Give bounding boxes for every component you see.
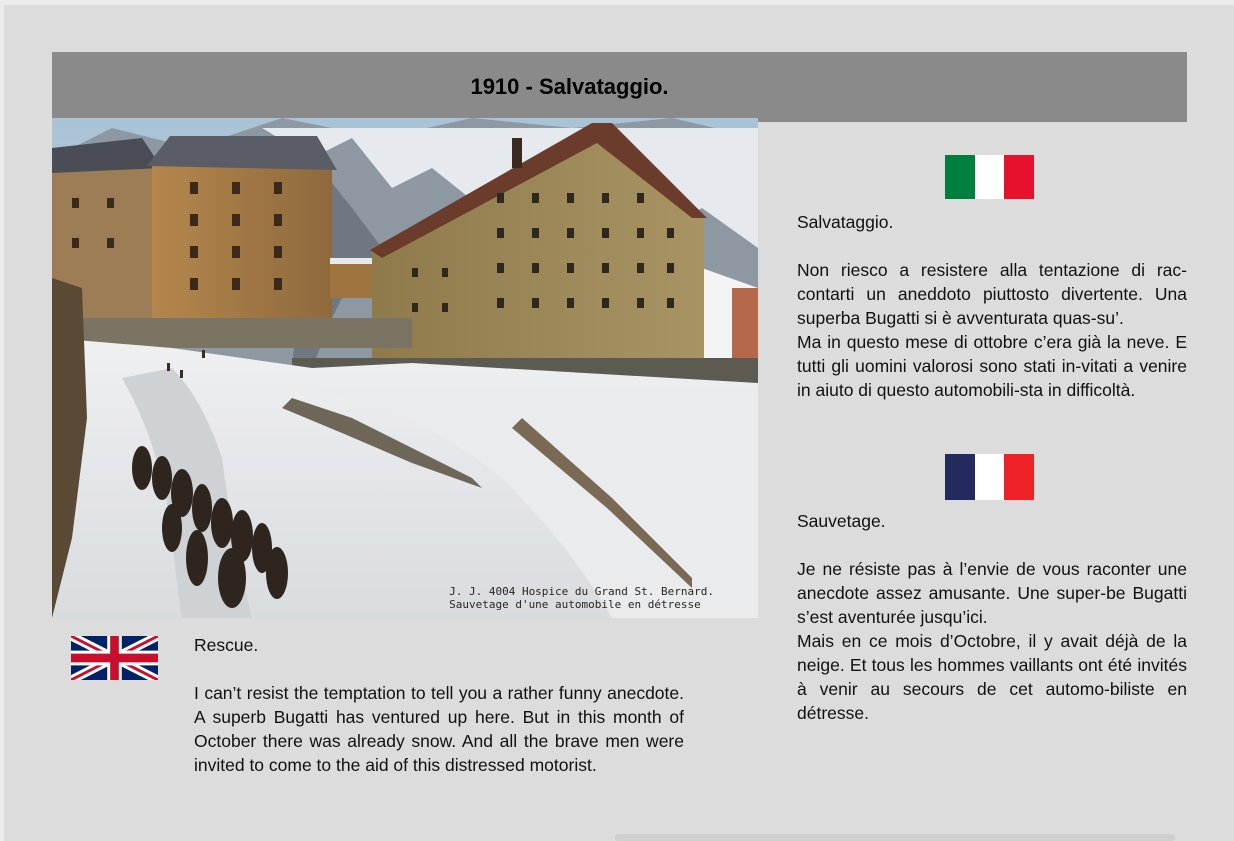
horizontal-scrollbar[interactable] [615,834,1175,841]
english-paragraph-1: I can’t resist the temptation to tell you a rather funny anecdote. A superb Bugatti has ventured up here. But in this month of October there was already snow. And all the brave men were invited to come to the aid of this distressed motorist. [194,683,684,775]
hospice-photo [52,118,758,618]
page-title: 1910 - Salvataggio. [470,74,669,99]
france-flag-icon [945,454,1034,500]
italy-flag-icon [945,155,1034,199]
french-paragraph-1: Je ne résiste pas à l’envie de vous raconter une anecdote assez amusante. Une super-be Bugatti s’est aventurée jusqu’ici. [797,559,1187,627]
italian-heading: Salvataggio. [797,212,894,232]
caption-line-2: Sauvetage d'une automobile en détresse [449,598,701,611]
flag-stripe-white [975,155,1005,199]
italian-paragraph-2: Ma in questo mese di ottobre c’era già la neve. E tutti gli uomini valorosi sono stati in-vitati a venire in aiuto di questo automobili-sta in difficoltà. [797,332,1187,400]
flag-stripe-red [1004,454,1034,500]
french-text [797,509,1187,725]
caption-line-1: J. J. 4004 Hospice du Grand St. Bernard. [449,585,714,598]
french-paragraph-2: Mais en ce mois d’Octobre, il y avait déjà de la neige. Et tous les hommes vaillants ont été invités à venir au secours de cet automo-biliste en détresse. [797,631,1187,723]
uk-flag-icon [71,636,158,680]
title-bar [52,52,1187,122]
photo-caption [449,585,714,611]
english-text [194,633,684,777]
french-heading: Sauvetage. [797,511,886,531]
english-heading: Rescue. [194,635,259,655]
italian-paragraph-1: Non riesco a resistere alla tentazione di rac-contarti un aneddoto piuttosto divertente. Una superba Bugatti si è avventurata quas-su’. [797,260,1187,328]
flag-stripe-green [945,155,975,199]
flag-stripe-red [1004,155,1034,199]
flag-stripe-white [975,454,1005,500]
italian-text [797,210,1187,402]
flag-stripe-blue [945,454,975,500]
